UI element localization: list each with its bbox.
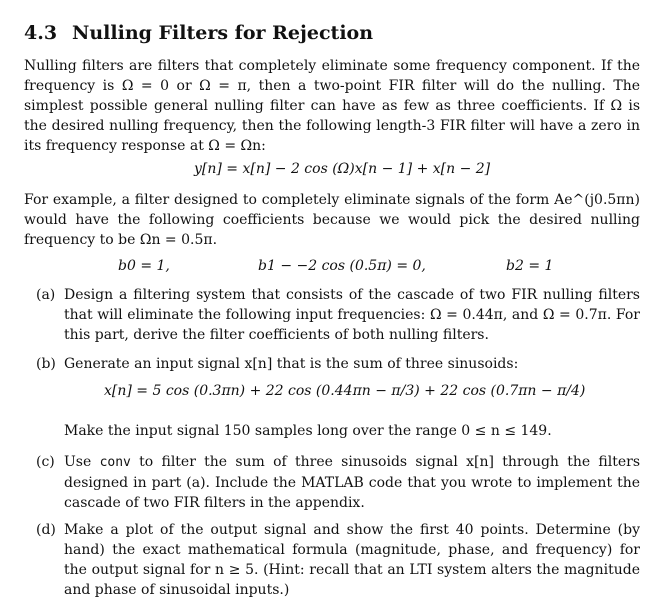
question-d-label: (d) — [36, 522, 56, 538]
coefficient-b1: b1 − −2 cos (0.5π) = 0, — [258, 258, 426, 274]
question-c-pre: Use — [64, 454, 92, 470]
intro-paragraph: Nulling filters are filters that completely eliminate some frequency component. If the frequency is Ω = 0 or Ω = π, then a two-point FIR filter will do the nulling. The simplest possible general nulling filter can have as few as three coefficients. If Ω is the desired nulling frequency, then the following length-3 FIR filter will have a zero in its frequency response at Ω = Ωn: — [24, 58, 640, 154]
coefficient-b2: b2 = 1 — [506, 258, 554, 274]
section-title: Nulling Filters for Rejection — [72, 22, 374, 44]
question-d — [36, 520, 640, 600]
question-b — [36, 354, 640, 374]
question-b-text: Generate an input signal x[n] that is the sum of three sinusoids: — [64, 356, 519, 372]
question-b-label: (b) — [36, 356, 56, 372]
section-number: 4.3 — [24, 22, 58, 44]
question-a-label: (a) — [36, 287, 56, 303]
question-a-text: Design a filtering system that consists of the cascade of two FIR nulling filters that will eliminate the following input frequencies: Ω = 0.44π, and Ω = 0.7π. For this part, derive the filter coefficients of both nulling filters. — [64, 287, 640, 343]
question-b-note: Make the input signal 150 samples long over the range 0 ≤ n ≤ 149. — [64, 423, 552, 439]
question-c-label: (c) — [36, 454, 55, 470]
conv-code: conv — [99, 455, 131, 470]
question-c-body — [64, 452, 640, 513]
section-heading — [24, 22, 373, 44]
input-signal-equation: x[n] = 5 cos (0.3πn) + 22 cos (0.44πn − π/3) + 22 cos (0.7πn − π/4) — [104, 383, 586, 399]
question-a — [36, 285, 640, 345]
question-c — [36, 452, 640, 513]
example-paragraph: For example, a filter designed to completely eliminate signals of the form Ae^(j0.5πn) would have the following coefficients because we would pick the desired nulling frequency to be Ωn = 0.5π. — [24, 192, 640, 248]
filter-equation: y[n] = x[n] − 2 cos (Ω)x[n − 1] + x[n − 2] — [194, 161, 491, 177]
coefficient-b0: b0 = 1, — [118, 258, 170, 274]
question-b-note-row — [36, 421, 640, 441]
question-d-text: Make a plot of the output signal and show the first 40 points. Determine (by hand) the exact mathematical formula (magnitude, phase, and frequency) for the output signal for n ≥ 5. (Hint: recall that an LTI system alters the magnitude and phase of sinusoidal inputs.) — [64, 522, 640, 598]
question-c-text: to filter the sum of three sinusoids signal x[n] through the filters designed in part (a). Include the MATLAB code that you wrote to implement the cascade of two FIR filters in the appendix. — [64, 454, 641, 511]
